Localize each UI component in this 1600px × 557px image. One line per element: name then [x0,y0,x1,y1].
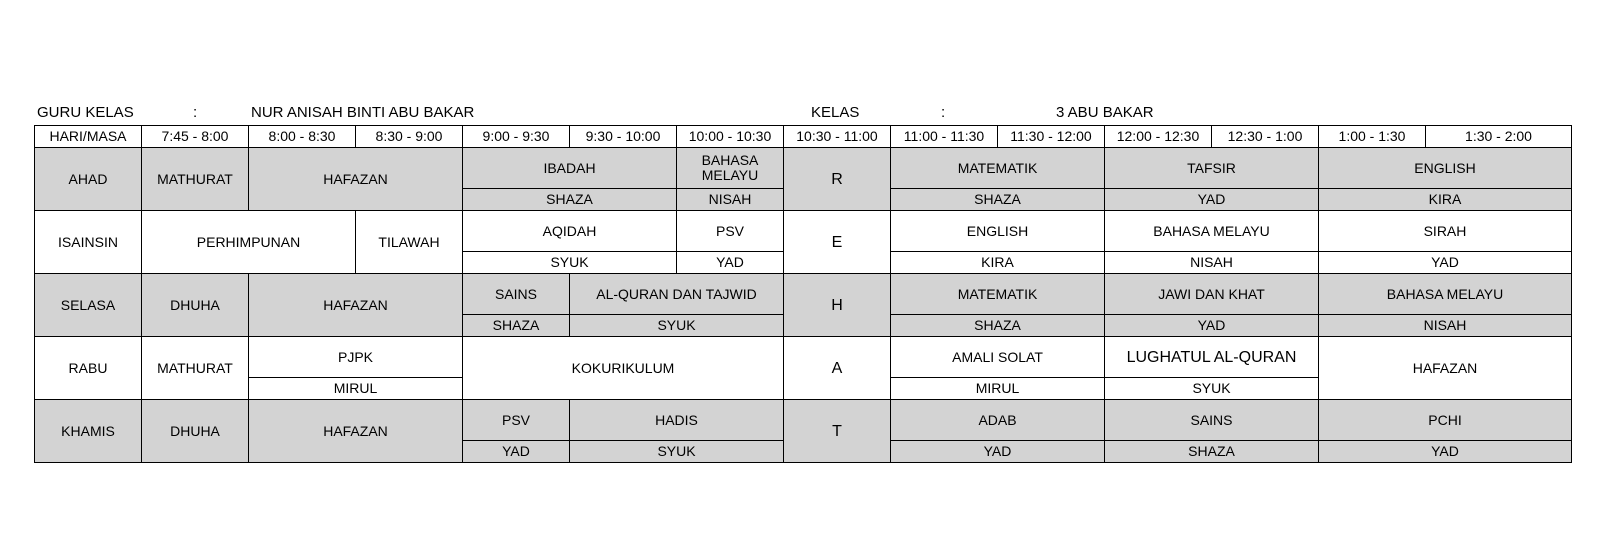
header-slot: 9:30 - 10:00 [570,126,677,148]
rehat-cell: H [784,274,891,337]
teacher-cell: YAD [1105,189,1319,211]
teacher-cell: SHAZA [463,189,677,211]
guru-kelas-label: GURU KELAS [37,104,134,121]
subject-cell: TAFSIR [1105,148,1319,189]
guru-kelas-colon: : [193,104,198,121]
subject-cell: ENGLISH [891,211,1105,252]
teacher-cell: SYUK [570,441,784,463]
teacher-cell: YAD [891,441,1105,463]
rehat-cell: E [784,211,891,274]
day-row-selasa [35,274,1572,315]
subject-cell: AMALI SOLAT [891,337,1105,378]
teacher-cell: SHAZA [1105,441,1319,463]
subject-cell: MATHURAT [142,148,249,211]
subject-cell: ENGLISH [1319,148,1572,189]
teacher-cell: NISAH [677,189,784,211]
day-row-khamis [35,400,1572,441]
subject-cell: PSV [677,211,784,252]
subject-cell: LUGHATUL AL-QURAN [1105,337,1319,378]
subject-cell: SAINS [1105,400,1319,441]
teacher-cell: YAD [1319,441,1572,463]
subject-cell: MATEMATIK [891,274,1105,315]
day-cell: KHAMIS [35,400,142,463]
day-cell: RABU [35,337,142,400]
header-slot: 10:30 - 11:00 [784,126,891,148]
subject-cell: PCHI [1319,400,1572,441]
header-slot: 12:00 - 12:30 [1105,126,1212,148]
subject-cell: KOKURIKULUM [463,337,784,400]
teacher-cell: NISAH [1319,315,1572,337]
subject-cell: AL-QURAN DAN TAJWID [570,274,784,315]
teacher-cell: YAD [1105,315,1319,337]
subject-cell: PJPK [249,337,463,378]
kelas-colon: : [941,104,946,121]
header-slot: 1:30 - 2:00 [1426,126,1572,148]
teacher-cell: SHAZA [891,189,1105,211]
timetable [34,125,1572,463]
teacher-cell: SHAZA [463,315,570,337]
subject-cell: PSV [463,400,570,441]
subject-cell: ADAB [891,400,1105,441]
teacher-cell: MIRUL [249,378,463,400]
day-cell: ISAINSIN [35,211,142,274]
header-slot: 10:00 - 10:30 [677,126,784,148]
header-slot: 11:00 - 11:30 [891,126,998,148]
teacher-cell: SYUK [570,315,784,337]
header-slot: 8:30 - 9:00 [356,126,463,148]
teacher-cell: NISAH [1105,252,1319,274]
subject-cell: TILAWAH [356,211,463,274]
subject-cell: DHUHA [142,274,249,337]
kelas-label: KELAS [811,104,860,121]
rehat-cell: A [784,337,891,400]
time-header-row [35,126,1572,148]
kelas-name: 3 ABU BAKAR [1056,104,1154,121]
subject-cell: PERHIMPUNAN [142,211,356,274]
subject-cell: SIRAH [1319,211,1572,252]
header-slot: 1:00 - 1:30 [1319,126,1426,148]
day-row-ahad [35,148,1572,189]
subject-cell: IBADAH [463,148,677,189]
subject-cell: HADIS [570,400,784,441]
subject-cell: HAFAZAN [249,274,463,337]
rehat-cell: T [784,400,891,463]
teacher-cell: MIRUL [891,378,1105,400]
subject-cell: HAFAZAN [1319,337,1572,400]
teacher-cell: YAD [1319,252,1572,274]
timetable-header [0,104,1600,122]
header-slot: 11:30 - 12:00 [998,126,1105,148]
subject-cell: BAHASA MELAYU [1105,211,1319,252]
header-hari-masa: HARI/MASA [35,126,142,148]
teacher-cell: SYUK [1105,378,1319,400]
subject-cell: MATHURAT [142,337,249,400]
teacher-cell: YAD [677,252,784,274]
rehat-cell: R [784,148,891,211]
day-row-isnin [35,211,1572,252]
header-slot: 12:30 - 1:00 [1212,126,1319,148]
day-cell: SELASA [35,274,142,337]
subject-cell: HAFAZAN [249,400,463,463]
teacher-cell: KIRA [891,252,1105,274]
guru-kelas-name: NUR ANISAH BINTI ABU BAKAR [251,104,475,121]
subject-cell: DHUHA [142,400,249,463]
day-row-rabu [35,337,1572,378]
subject-cell: AQIDAH [463,211,677,252]
subject-cell: BAHASA MELAYU [677,148,784,189]
teacher-cell: KIRA [1319,189,1572,211]
header-slot: 9:00 - 9:30 [463,126,570,148]
header-slot: 8:00 - 8:30 [249,126,356,148]
teacher-cell: SYUK [463,252,677,274]
subject-cell: HAFAZAN [249,148,463,211]
subject-cell: MATEMATIK [891,148,1105,189]
teacher-cell: SHAZA [891,315,1105,337]
teacher-cell: YAD [463,441,570,463]
header-slot: 7:45 - 8:00 [142,126,249,148]
subject-cell: BAHASA MELAYU [1319,274,1572,315]
subject-cell: JAWI DAN KHAT [1105,274,1319,315]
subject-cell: SAINS [463,274,570,315]
day-cell: AHAD [35,148,142,211]
